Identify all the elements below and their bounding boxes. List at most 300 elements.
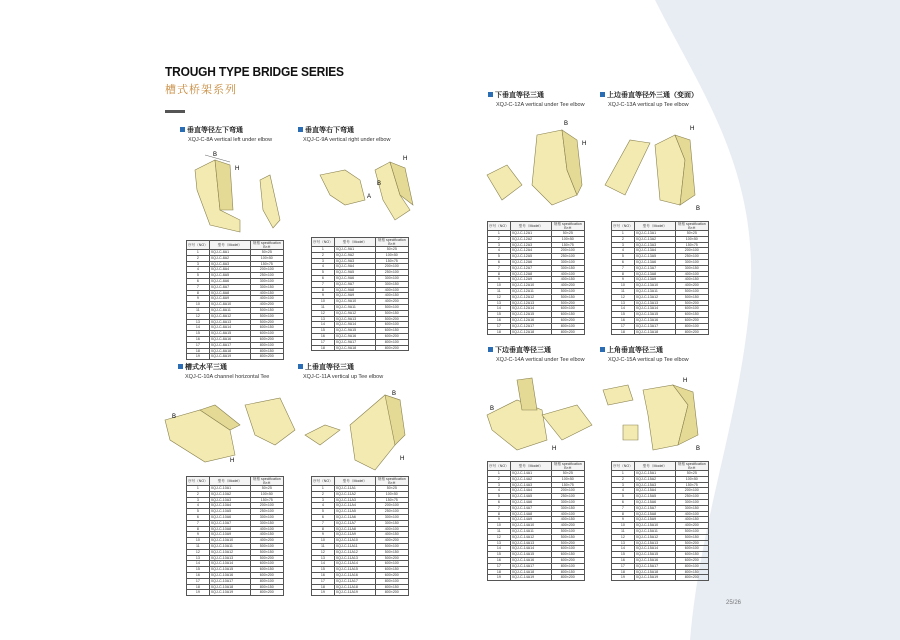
table-cell: 8 [187, 290, 210, 296]
table-header-cell: 规格 specification B×H [375, 477, 408, 486]
table-cell: XQJ-C-10A9 [209, 532, 250, 538]
table-cell: 500×100 [250, 313, 283, 319]
table-cell: XQJ-C-15A18 [634, 569, 675, 575]
table-cell: 19 [187, 590, 210, 596]
table-header-cell: 序号（NO） [612, 462, 635, 471]
table-cell: 1 [312, 247, 335, 253]
table-cell: 4 [488, 248, 511, 254]
table-cell: 18 [187, 348, 210, 354]
table-header-cell: 序号（NO） [488, 222, 511, 231]
table-cell: 13 [187, 319, 210, 325]
table-cell: 18 [312, 345, 335, 351]
table-cell: 400×100 [250, 296, 283, 302]
table-cell: 300×150 [675, 265, 708, 271]
table-cell: 2 [187, 255, 210, 261]
svg-text:H: H [400, 456, 405, 462]
table-cell: XQJ-C-9A12 [334, 310, 375, 316]
table-header-cell: 序号（NO） [612, 222, 635, 231]
table-cell: XQJ-C-15A11 [634, 528, 675, 534]
table-cell: 6 [488, 499, 511, 505]
table-cell: 250×100 [250, 273, 283, 279]
table-cell: 11 [312, 304, 335, 310]
table-cell: 1 [612, 471, 635, 477]
table-cell: 13 [312, 316, 335, 322]
table-cell: 18 [612, 569, 635, 575]
table-cell: 13 [488, 300, 511, 306]
table-cell: 2 [488, 236, 511, 242]
table-cell: XQJ-C-8A6 [209, 278, 250, 284]
table-cell: XQJ-C-9A8 [334, 287, 375, 293]
table-cell: 300×100 [675, 259, 708, 265]
table-cell: XQJ-C-14A14 [510, 546, 551, 552]
table-cell: 9 [187, 532, 210, 538]
table-cell: 6 [312, 514, 335, 520]
table-cell: 11 [187, 543, 210, 549]
table-cell: XQJ-C-13A3 [634, 242, 675, 248]
table-cell: 8 [612, 511, 635, 517]
table-cell: 9 [612, 517, 635, 523]
table-cell: 500×150 [675, 534, 708, 540]
table-cell: XQJ-C-13A13 [634, 300, 675, 306]
table-cell: XQJ-C-11A2 [334, 491, 375, 497]
table-cell: 17 [312, 578, 335, 584]
table-cell: XQJ-C-9A2 [334, 252, 375, 258]
table-row [612, 329, 709, 335]
spec-table-12a [487, 221, 585, 335]
table-cell: 800×100 [375, 339, 408, 345]
table-header-row [488, 462, 585, 471]
table-cell: XQJ-C-10A10 [209, 538, 250, 544]
table-cell: XQJ-C-12A4 [510, 248, 551, 254]
table-cell: XQJ-C-8A9 [209, 296, 250, 302]
table-cell: 400×150 [375, 293, 408, 299]
section-marker-icon [298, 127, 303, 132]
table-cell: 7 [187, 520, 210, 526]
table-cell: XQJ-C-8A8 [209, 290, 250, 296]
table-cell: 600×200 [675, 317, 708, 323]
table-cell: 600×100 [675, 546, 708, 552]
table-cell: XQJ-C-12A1 [510, 231, 551, 237]
table-cell: XQJ-C-11A4 [334, 503, 375, 509]
table-cell: XQJ-C-13A9 [634, 277, 675, 283]
table-cell: 19 [187, 354, 210, 360]
section-marker-icon [180, 127, 185, 132]
table-cell: XQJ-C-10A6 [209, 514, 250, 520]
table-cell: 8 [488, 271, 511, 277]
svg-text:B: B [377, 181, 382, 187]
table-cell: 13 [612, 540, 635, 546]
table-cell: 50×25 [675, 471, 708, 477]
table-cell: 9 [312, 293, 335, 299]
table-cell: 400×200 [551, 523, 584, 529]
section-title-9a: 垂直等右下弯通 [298, 125, 354, 135]
table-cell: 18 [488, 329, 511, 335]
table-cell: 300×100 [250, 278, 283, 284]
table-header-cell: 序号（NO） [488, 462, 511, 471]
section-title-14a: 下边垂直等径三通 [488, 345, 551, 355]
section-title-8a: 垂直等径左下弯通 [180, 125, 243, 135]
table-cell: XQJ-C-12A10 [510, 283, 551, 289]
table-cell: XQJ-C-8A17 [209, 342, 250, 348]
table-cell: 4 [612, 488, 635, 494]
table-cell: XQJ-C-14A12 [510, 534, 551, 540]
table-cell: 1 [187, 486, 210, 492]
table-cell: XQJ-C-8A7 [209, 284, 250, 290]
diagram-13a-icon [600, 115, 710, 215]
table-cell: 18 [312, 584, 335, 590]
spec-table-9a [311, 237, 409, 351]
table-cell: XQJ-C-15A3 [634, 482, 675, 488]
table-cell: 17 [612, 563, 635, 569]
table-cell: 100×50 [675, 236, 708, 242]
section-model-12a: XQJ-C-12A vertical under Tee elbow [496, 102, 585, 108]
table-cell: 8 [488, 511, 511, 517]
table-cell: 600×150 [551, 552, 584, 558]
table-cell: 500×150 [375, 310, 408, 316]
table-header-cell: 序号（NO） [312, 477, 335, 486]
table-cell: 150×75 [375, 258, 408, 264]
table-cell: XQJ-C-11A15 [334, 567, 375, 573]
table-cell: 19 [488, 575, 511, 581]
table-cell: 14 [612, 306, 635, 312]
diagram-8a-icon [185, 150, 290, 238]
table-cell: XQJ-C-8A12 [209, 313, 250, 319]
table-cell: XQJ-C-13A8 [634, 271, 675, 277]
table-cell: 600×150 [375, 567, 408, 573]
table-header-cell: 规格 specification B×H [551, 222, 584, 231]
table-cell: 3 [612, 242, 635, 248]
table-cell: XQJ-C-14A5 [510, 494, 551, 500]
table-cell: XQJ-C-12A9 [510, 277, 551, 283]
table-cell: XQJ-C-15A5 [634, 494, 675, 500]
table-cell: XQJ-C-11A7 [334, 520, 375, 526]
table-cell: 13 [488, 540, 511, 546]
table-cell: XQJ-C-12A11 [510, 288, 551, 294]
table-cell: 4 [312, 503, 335, 509]
table-cell: XQJ-C-12A14 [510, 306, 551, 312]
table-cell: 600×200 [551, 317, 584, 323]
table-cell: XQJ-C-14A6 [510, 499, 551, 505]
table-cell: 14 [488, 546, 511, 552]
table-cell: 800×150 [551, 569, 584, 575]
table-cell: 400×100 [551, 271, 584, 277]
table-cell: XQJ-C-11A16 [334, 572, 375, 578]
table-cell: 9 [612, 277, 635, 283]
page-subtitle: 槽式桥架系列 [165, 84, 237, 96]
table-cell: 250×100 [551, 494, 584, 500]
table-cell: 400×200 [675, 283, 708, 289]
table-cell: 800×100 [250, 578, 283, 584]
table-cell: XQJ-C-13A15 [634, 312, 675, 318]
table-cell: XQJ-C-14A15 [510, 552, 551, 558]
table-cell: XQJ-C-8A15 [209, 331, 250, 337]
table-cell: 600×100 [375, 322, 408, 328]
table-cell: XQJ-C-10A11 [209, 543, 250, 549]
table-cell: 16 [612, 317, 635, 323]
table-cell: XQJ-C-14A16 [510, 557, 551, 563]
table-cell: 18 [187, 584, 210, 590]
table-cell: 150×75 [675, 242, 708, 248]
table-cell: 400×100 [675, 511, 708, 517]
svg-text:H: H [403, 156, 408, 162]
table-cell: 400×100 [375, 287, 408, 293]
table-cell: 14 [612, 546, 635, 552]
table-cell: XQJ-C-9A6 [334, 275, 375, 281]
svg-text:A: A [367, 194, 372, 200]
table-cell: XQJ-C-10A8 [209, 526, 250, 532]
table-cell: 11 [488, 528, 511, 534]
table-cell: 14 [312, 561, 335, 567]
table-cell: XQJ-C-10A14 [209, 561, 250, 567]
table-cell: 400×100 [250, 526, 283, 532]
table-cell: 10 [612, 283, 635, 289]
table-cell: 500×200 [375, 316, 408, 322]
table-cell: 300×150 [675, 505, 708, 511]
table-header-row [187, 241, 284, 250]
table-cell: 500×150 [250, 549, 283, 555]
diagram-12a-icon [482, 115, 592, 215]
table-cell: 600×100 [250, 331, 283, 337]
table-cell: 800×100 [551, 563, 584, 569]
table-cell: 16 [312, 572, 335, 578]
table-cell: XQJ-C-10A7 [209, 520, 250, 526]
table-cell: 1 [187, 250, 210, 256]
table-cell: 600×200 [375, 333, 408, 339]
table-cell: 3 [312, 497, 335, 503]
table-cell: 4 [612, 248, 635, 254]
title-underline [165, 110, 185, 113]
table-cell: 7 [612, 265, 635, 271]
table-cell: 16 [488, 557, 511, 563]
table-cell: 200×100 [375, 264, 408, 270]
table-cell: XQJ-C-11A14 [334, 561, 375, 567]
table-cell: 13 [187, 555, 210, 561]
table-cell: 250×100 [675, 254, 708, 260]
svg-text:B: B [490, 406, 495, 412]
spec-table-14a [487, 461, 585, 581]
table-cell: 150×75 [551, 482, 584, 488]
table-cell: 800×100 [675, 563, 708, 569]
svg-text:H: H [235, 166, 240, 172]
table-cell: 6 [312, 275, 335, 281]
table-cell: XQJ-C-10A5 [209, 509, 250, 515]
table-cell: XQJ-C-15A12 [634, 534, 675, 540]
table-cell: 400×100 [551, 511, 584, 517]
diagram-14a-icon [482, 370, 600, 455]
table-cell: 600×200 [375, 572, 408, 578]
table-cell: 50×25 [375, 247, 408, 253]
table-cell: 5 [612, 254, 635, 260]
table-cell: 200×100 [675, 488, 708, 494]
table-cell: XQJ-C-14A2 [510, 476, 551, 482]
table-cell: XQJ-C-15A1 [634, 471, 675, 477]
table-header-cell: 型号（Model） [634, 222, 675, 231]
table-cell: 300×100 [375, 275, 408, 281]
table-cell: 12 [612, 294, 635, 300]
table-cell: XQJ-C-10A12 [209, 549, 250, 555]
table-cell: 150×75 [250, 261, 283, 267]
table-cell: 600×150 [250, 325, 283, 331]
table-cell: 15 [312, 567, 335, 573]
table-cell: 12 [312, 310, 335, 316]
table-cell: 100×50 [551, 236, 584, 242]
table-cell: XQJ-C-13A18 [634, 329, 675, 335]
table-cell: 800×200 [375, 345, 408, 351]
table-cell: 19 [612, 575, 635, 581]
table-cell: XQJ-C-13A17 [634, 323, 675, 329]
section-model-9a: XQJ-C-9A vertical right under elbow [303, 137, 391, 143]
table-cell: XQJ-C-14A11 [510, 528, 551, 534]
svg-text:H: H [683, 378, 688, 384]
table-cell: XQJ-C-9A1 [334, 247, 375, 253]
table-header-cell: 规格 specification B×H [375, 238, 408, 247]
table-cell: 17 [488, 563, 511, 569]
table-cell: 15 [488, 312, 511, 318]
table-header-cell: 规格 specification B×H [675, 462, 708, 471]
table-header-cell: 型号（Model） [510, 222, 551, 231]
section-model-15a: XQJ-C-15A vertical up Tee elbow [608, 357, 689, 363]
table-cell: XQJ-C-11A3 [334, 497, 375, 503]
table-cell: XQJ-C-9A5 [334, 270, 375, 276]
svg-text:B: B [696, 206, 701, 212]
table-cell: XQJ-C-9A18 [334, 345, 375, 351]
section-marker-icon [600, 92, 605, 97]
table-cell: XQJ-C-8A14 [209, 325, 250, 331]
table-cell: 500×100 [675, 528, 708, 534]
table-cell: 8 [187, 526, 210, 532]
section-model-14a: XQJ-C-14A vertical under Tee elbow [496, 357, 585, 363]
table-cell: 400×200 [551, 283, 584, 289]
table-cell: XQJ-C-14A7 [510, 505, 551, 511]
table-cell: XQJ-C-12A7 [510, 265, 551, 271]
table-cell: 500×100 [375, 543, 408, 549]
table-cell: 800×100 [675, 323, 708, 329]
table-cell: 800×100 [375, 578, 408, 584]
table-cell: 500×150 [375, 549, 408, 555]
section-model-13a: XQJ-C-13A vertical up Tee elbow [608, 102, 689, 108]
table-cell: 4 [187, 267, 210, 273]
table-row [488, 575, 585, 581]
table-cell: XQJ-C-8A16 [209, 336, 250, 342]
table-cell: 3 [612, 482, 635, 488]
table-cell: XQJ-C-10A13 [209, 555, 250, 561]
table-cell: 12 [488, 534, 511, 540]
table-cell: XQJ-C-9A9 [334, 293, 375, 299]
table-cell: XQJ-C-11A17 [334, 578, 375, 584]
table-cell: 8 [312, 526, 335, 532]
table-cell: 800×150 [250, 348, 283, 354]
table-cell: XQJ-C-8A18 [209, 348, 250, 354]
table-cell: 50×25 [675, 231, 708, 237]
table-cell: 14 [312, 322, 335, 328]
table-cell: 300×100 [551, 259, 584, 265]
table-cell: XQJ-C-9A3 [334, 258, 375, 264]
section-marker-icon [298, 364, 303, 369]
table-cell: XQJ-C-15A10 [634, 523, 675, 529]
table-cell: 18 [488, 569, 511, 575]
diagram-11a-icon [300, 385, 420, 475]
svg-text:H: H [552, 446, 557, 452]
table-cell: XQJ-C-12A5 [510, 254, 551, 260]
table-cell: 600×150 [675, 552, 708, 558]
table-cell: XQJ-C-14A17 [510, 563, 551, 569]
section-marker-icon [600, 347, 605, 352]
table-cell: XQJ-C-9A14 [334, 322, 375, 328]
table-cell: XQJ-C-11A9 [334, 532, 375, 538]
table-cell: 300×150 [551, 505, 584, 511]
table-cell: 600×150 [551, 312, 584, 318]
table-cell: 14 [187, 561, 210, 567]
table-cell: 150×75 [250, 497, 283, 503]
table-cell: 100×50 [675, 476, 708, 482]
table-cell: 3 [187, 261, 210, 267]
table-cell: 17 [187, 342, 210, 348]
table-cell: 500×200 [675, 300, 708, 306]
table-cell: 19 [312, 590, 335, 596]
table-header-row [612, 462, 709, 471]
table-cell: 100×50 [375, 491, 408, 497]
table-cell: 200×100 [250, 503, 283, 509]
table-header-row [488, 222, 585, 231]
table-cell: XQJ-C-9A17 [334, 339, 375, 345]
table-cell: 16 [488, 317, 511, 323]
table-header-cell: 型号（Model） [510, 462, 551, 471]
table-cell: XQJ-C-9A10 [334, 299, 375, 305]
table-cell: XQJ-C-12A2 [510, 236, 551, 242]
table-cell: 9 [187, 296, 210, 302]
table-cell: 16 [187, 336, 210, 342]
table-cell: 400×150 [250, 532, 283, 538]
table-header-cell: 型号（Model） [634, 462, 675, 471]
table-cell: 150×75 [375, 497, 408, 503]
table-cell: 13 [312, 555, 335, 561]
table-cell: 15 [187, 331, 210, 337]
table-cell: 3 [488, 242, 511, 248]
table-cell: 6 [187, 514, 210, 520]
table-cell: 300×100 [675, 499, 708, 505]
table-cell: 9 [488, 517, 511, 523]
table-cell: 600×150 [375, 328, 408, 334]
table-cell: 500×100 [375, 304, 408, 310]
table-cell: XQJ-C-10A3 [209, 497, 250, 503]
table-cell: 400×150 [250, 290, 283, 296]
diagram-15a-icon [598, 370, 710, 455]
table-cell: 15 [488, 552, 511, 558]
table-cell: 2 [488, 476, 511, 482]
table-cell: 2 [312, 491, 335, 497]
table-cell: XQJ-C-13A6 [634, 259, 675, 265]
table-cell: 13 [612, 300, 635, 306]
section-model-10a: XQJ-C-10A channel horizontal Tee [185, 374, 270, 380]
table-cell: 300×150 [375, 281, 408, 287]
table-cell: XQJ-C-15A8 [634, 511, 675, 517]
table-cell: 10 [488, 283, 511, 289]
table-cell: 18 [612, 329, 635, 335]
table-cell: 3 [488, 482, 511, 488]
section-title-13a: 上边垂直等径外三通（变面） [600, 90, 698, 100]
table-cell: 11 [312, 543, 335, 549]
table-cell: XQJ-C-8A1 [209, 250, 250, 256]
section-model-11a: XQJ-C-11A vertical up Tee elbow [303, 374, 384, 380]
table-cell: 1 [312, 486, 335, 492]
table-cell: 600×150 [250, 567, 283, 573]
table-cell: XQJ-C-13A11 [634, 288, 675, 294]
table-cell: XQJ-C-8A11 [209, 307, 250, 313]
table-cell: 400×200 [675, 523, 708, 529]
table-cell: XQJ-C-10A1 [209, 486, 250, 492]
table-cell: XQJ-C-13A4 [634, 248, 675, 254]
table-cell: 6 [612, 499, 635, 505]
